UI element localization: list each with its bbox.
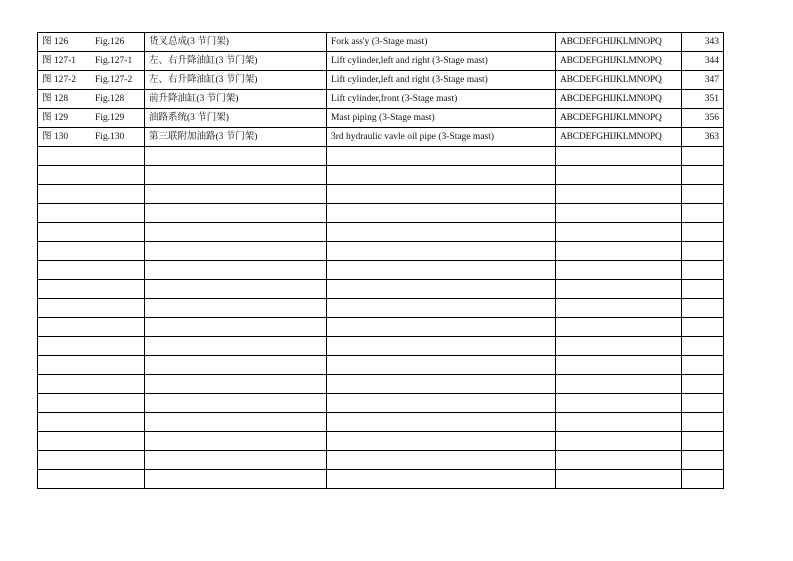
figure-number-en-cell — [91, 261, 145, 280]
description-en-cell — [327, 432, 556, 451]
model-code-cell: ABCDEFGHIJKLMNOPQ — [556, 128, 682, 147]
figure-number-en-cell — [91, 147, 145, 166]
model-code-cell: ABCDEFGHIJKLMNOPQ — [556, 90, 682, 109]
figure-number-cn-cell: 图 127-1 — [38, 52, 92, 71]
empty-table-row — [38, 413, 724, 432]
empty-table-row — [38, 299, 724, 318]
page-number-cell — [682, 223, 724, 242]
page-number-cell: 347 — [682, 71, 724, 90]
empty-table-row — [38, 185, 724, 204]
model-code-cell: ABCDEFGHIJKLMNOPQ — [556, 33, 682, 52]
figure-number-en-cell: Fig.129 — [91, 109, 145, 128]
model-code-cell: ABCDEFGHIJKLMNOPQ — [556, 109, 682, 128]
model-code-cell — [556, 470, 682, 489]
description-en-cell: Lift cylinder,front (3-Stage mast) — [327, 90, 556, 109]
empty-table-row — [38, 432, 724, 451]
description-en-cell: Lift cylinder,left and right (3-Stage mast) — [327, 71, 556, 90]
figure-number-en-cell: Fig.126 — [91, 33, 145, 52]
empty-table-row — [38, 147, 724, 166]
figure-number-en-cell — [91, 375, 145, 394]
figure-number-en-cell: Fig.128 — [91, 90, 145, 109]
table-row — [38, 109, 724, 128]
figure-number-cn-cell — [38, 242, 92, 261]
description-en-cell — [327, 204, 556, 223]
description-en-cell — [327, 394, 556, 413]
figure-number-cn-cell — [38, 375, 92, 394]
empty-table-row — [38, 375, 724, 394]
figure-number-cn-cell — [38, 166, 92, 185]
description-en-cell — [327, 375, 556, 394]
description-cn-cell — [145, 470, 327, 489]
page-number-cell: 356 — [682, 109, 724, 128]
description-cn-cell: 前升降油缸(3 节门架) — [145, 90, 327, 109]
figure-number-cn-cell — [38, 280, 92, 299]
description-cn-cell — [145, 451, 327, 470]
description-cn-cell — [145, 413, 327, 432]
figure-number-en-cell — [91, 432, 145, 451]
figure-number-en-cell — [91, 299, 145, 318]
model-code-cell — [556, 356, 682, 375]
figure-number-cn-cell — [38, 204, 92, 223]
empty-table-row — [38, 280, 724, 299]
description-en-cell — [327, 337, 556, 356]
page-number-cell — [682, 204, 724, 223]
description-en-cell — [327, 299, 556, 318]
figure-number-cn-cell — [38, 318, 92, 337]
figure-number-cn-cell — [38, 337, 92, 356]
description-cn-cell: 左、右升降油缸(3 节门架) — [145, 52, 327, 71]
figure-number-en-cell — [91, 451, 145, 470]
page-number-cell — [682, 432, 724, 451]
table-row — [38, 33, 724, 52]
model-code-cell — [556, 413, 682, 432]
empty-table-row — [38, 223, 724, 242]
description-cn-cell — [145, 299, 327, 318]
description-en-cell — [327, 223, 556, 242]
empty-table-row — [38, 204, 724, 223]
empty-table-row — [38, 166, 724, 185]
description-en-cell: Mast piping (3-Stage mast) — [327, 109, 556, 128]
description-cn-cell — [145, 356, 327, 375]
empty-table-row — [38, 394, 724, 413]
figure-number-cn-cell — [38, 356, 92, 375]
description-cn-cell — [145, 394, 327, 413]
figure-number-en-cell — [91, 280, 145, 299]
model-code-cell — [556, 451, 682, 470]
figure-number-cn-cell — [38, 185, 92, 204]
figure-number-en-cell: Fig.130 — [91, 128, 145, 147]
description-cn-cell: 左、右升降油缸(3 节门架) — [145, 71, 327, 90]
page-number-cell — [682, 337, 724, 356]
figure-number-cn-cell — [38, 432, 92, 451]
description-cn-cell — [145, 185, 327, 204]
page-number-cell — [682, 451, 724, 470]
model-code-cell — [556, 261, 682, 280]
page-number-cell: 363 — [682, 128, 724, 147]
description-cn-cell — [145, 280, 327, 299]
model-code-cell — [556, 375, 682, 394]
model-code-cell — [556, 394, 682, 413]
page-number-cell — [682, 470, 724, 489]
figure-number-cn-cell: 图 127-2 — [38, 71, 92, 90]
page-number-cell — [682, 318, 724, 337]
description-en-cell — [327, 242, 556, 261]
figure-number-en-cell — [91, 318, 145, 337]
description-en-cell — [327, 413, 556, 432]
page-number-cell: 344 — [682, 52, 724, 71]
page-number-cell — [682, 166, 724, 185]
page-number-cell — [682, 394, 724, 413]
figure-index-table — [37, 32, 724, 489]
description-en-cell — [327, 356, 556, 375]
description-cn-cell — [145, 204, 327, 223]
figure-number-en-cell: Fig.127-2 — [91, 71, 145, 90]
figure-number-en-cell: Fig.127-1 — [91, 52, 145, 71]
empty-table-row — [38, 242, 724, 261]
model-code-cell — [556, 223, 682, 242]
model-code-cell: ABCDEFGHIJKLMNOPQ — [556, 71, 682, 90]
description-cn-cell — [145, 337, 327, 356]
table-row — [38, 128, 724, 147]
figure-number-en-cell — [91, 185, 145, 204]
figure-number-en-cell — [91, 204, 145, 223]
model-code-cell — [556, 318, 682, 337]
model-code-cell — [556, 242, 682, 261]
description-en-cell — [327, 261, 556, 280]
description-cn-cell — [145, 147, 327, 166]
figure-number-en-cell — [91, 337, 145, 356]
page-number-cell — [682, 413, 724, 432]
description-cn-cell — [145, 432, 327, 451]
page-number-cell — [682, 375, 724, 394]
description-cn-cell — [145, 242, 327, 261]
model-code-cell — [556, 204, 682, 223]
model-code-cell — [556, 185, 682, 204]
figure-number-cn-cell — [38, 451, 92, 470]
figure-number-cn-cell: 图 129 — [38, 109, 92, 128]
figure-number-en-cell — [91, 394, 145, 413]
model-code-cell — [556, 280, 682, 299]
table-row — [38, 52, 724, 71]
figure-number-cn-cell — [38, 299, 92, 318]
figure-number-en-cell — [91, 166, 145, 185]
figure-number-cn-cell — [38, 394, 92, 413]
model-code-cell — [556, 337, 682, 356]
page-number-cell: 343 — [682, 33, 724, 52]
table-row — [38, 90, 724, 109]
description-cn-cell — [145, 166, 327, 185]
description-en-cell — [327, 470, 556, 489]
description-cn-cell: 货叉总成(3 节门架) — [145, 33, 327, 52]
description-cn-cell — [145, 261, 327, 280]
description-cn-cell — [145, 375, 327, 394]
page-number-cell — [682, 356, 724, 375]
page-number-cell — [682, 299, 724, 318]
model-code-cell: ABCDEFGHIJKLMNOPQ — [556, 52, 682, 71]
figure-number-cn-cell — [38, 147, 92, 166]
description-en-cell — [327, 318, 556, 337]
figure-number-cn-cell — [38, 223, 92, 242]
model-code-cell — [556, 147, 682, 166]
empty-table-row — [38, 318, 724, 337]
figure-number-en-cell — [91, 470, 145, 489]
figure-number-cn-cell: 图 128 — [38, 90, 92, 109]
empty-table-row — [38, 337, 724, 356]
page-number-cell — [682, 242, 724, 261]
figure-number-cn-cell — [38, 261, 92, 280]
description-en-cell — [327, 451, 556, 470]
page-number-cell — [682, 280, 724, 299]
description-cn-cell — [145, 318, 327, 337]
page-number-cell: 351 — [682, 90, 724, 109]
description-en-cell — [327, 185, 556, 204]
figure-number-cn-cell: 图 130 — [38, 128, 92, 147]
empty-table-row — [38, 470, 724, 489]
description-en-cell — [327, 166, 556, 185]
empty-table-row — [38, 356, 724, 375]
empty-table-row — [38, 261, 724, 280]
figure-index-body — [38, 33, 724, 489]
page-number-cell — [682, 147, 724, 166]
page-number-cell — [682, 185, 724, 204]
figure-number-cn-cell — [38, 470, 92, 489]
figure-number-en-cell — [91, 242, 145, 261]
figure-number-en-cell — [91, 356, 145, 375]
model-code-cell — [556, 299, 682, 318]
page-number-cell — [682, 261, 724, 280]
description-cn-cell: 油路系统(3 节门架) — [145, 109, 327, 128]
figure-number-cn-cell — [38, 413, 92, 432]
description-cn-cell: 第三联附加油路(3 节门架) — [145, 128, 327, 147]
model-code-cell — [556, 432, 682, 451]
description-en-cell: 3rd hydraulic vavle oil pipe (3-Stage mast) — [327, 128, 556, 147]
figure-number-cn-cell: 图 126 — [38, 33, 92, 52]
description-en-cell: Fork ass'y (3-Stage mast) — [327, 33, 556, 52]
table-row — [38, 71, 724, 90]
empty-table-row — [38, 451, 724, 470]
description-en-cell: Lift cylinder,left and right (3-Stage mast) — [327, 52, 556, 71]
figure-number-en-cell — [91, 413, 145, 432]
figure-number-en-cell — [91, 223, 145, 242]
model-code-cell — [556, 166, 682, 185]
description-cn-cell — [145, 223, 327, 242]
description-en-cell — [327, 280, 556, 299]
description-en-cell — [327, 147, 556, 166]
